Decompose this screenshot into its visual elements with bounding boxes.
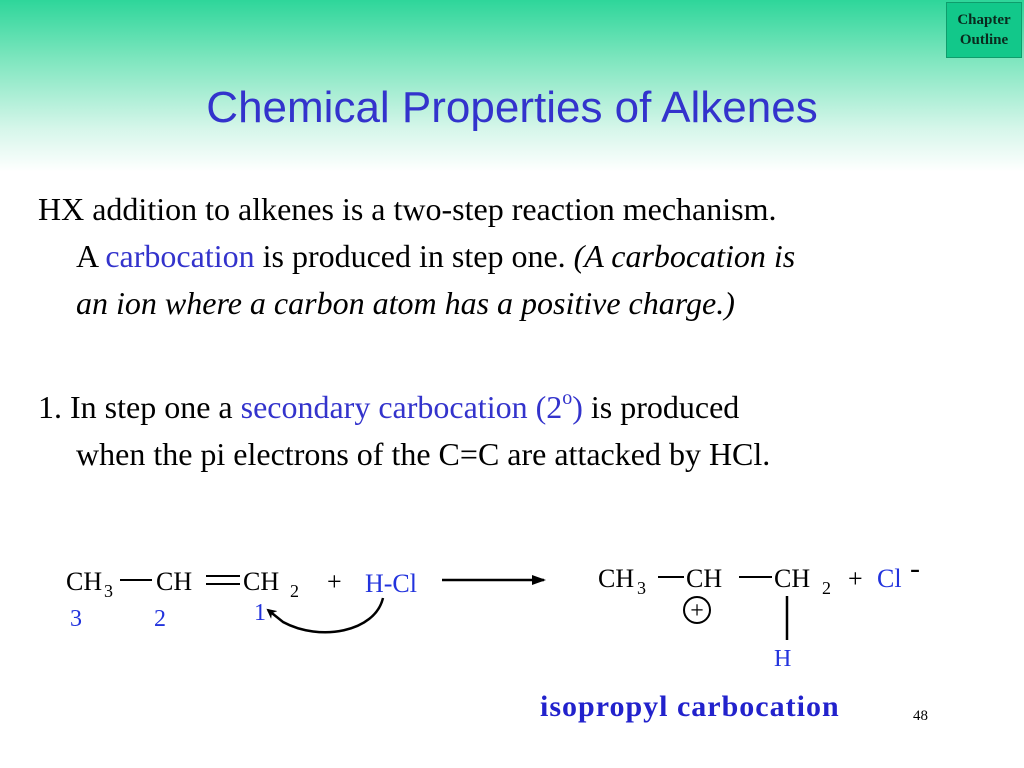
reactant-ch2: CH (243, 567, 280, 596)
chapter-outline-label-1: Chapter (957, 12, 1011, 28)
product-hydrogen: H (774, 646, 792, 672)
paragraph1-line3: an ion where a carbon atom has a positive charge.) (76, 285, 735, 321)
product-ch3: CH (598, 564, 635, 593)
paragraph-hx-addition (38, 186, 988, 327)
paragraph-step-one (38, 384, 988, 478)
secondary-carbocation-close: ) (572, 389, 583, 425)
curved-electron-arrow (268, 598, 383, 632)
slide-title: Chemical Properties of Alkenes (206, 83, 818, 132)
product-ch3-subscript: 3 (637, 578, 646, 598)
degree-superscript: o (562, 387, 573, 409)
reactant-plus: + (327, 567, 342, 596)
secondary-carbocation-term (241, 389, 583, 425)
product-ch2-subscript: 2 (822, 578, 831, 598)
chapter-outline-button[interactable] (946, 2, 1022, 58)
paragraph1-text-b: is produced in step one. (254, 238, 574, 274)
carbon-number-3: 3 (70, 606, 82, 632)
isopropyl-carbocation-caption: isopropyl carbocation (540, 690, 840, 723)
product-plus: + (848, 564, 863, 593)
paragraph2-text-b: is produced (582, 389, 740, 425)
positive-charge-sign: + (690, 598, 704, 624)
carbon-number-1: 1 (254, 600, 266, 626)
reagent-hcl: H-Cl (365, 569, 417, 598)
reactant-ch: CH (156, 567, 193, 596)
chapter-outline-label-2: Outline (959, 32, 1009, 48)
product-ch2: CH (774, 564, 811, 593)
paragraph2-line2: when the pi electrons of the C=C are attacked by HCl. (76, 436, 771, 472)
reactant-ch3-subscript: 3 (104, 581, 113, 601)
chloride-ion: Cl (877, 564, 902, 593)
paragraph2-line1 (38, 384, 988, 431)
product-ch: CH (686, 564, 723, 593)
carbon-number-2: 2 (154, 606, 166, 632)
paragraph1-text-a: A (76, 238, 106, 274)
secondary-carbocation-text: secondary carbocation (2 (240, 389, 563, 425)
reactant-ch2-subscript: 2 (290, 581, 299, 601)
paragraph1-line1: HX addition to alkenes is a two-step reaction mechanism. (38, 191, 777, 227)
slide-number: 48 (913, 708, 928, 724)
carbocation-term: carbocation (105, 238, 255, 274)
reaction-scheme (0, 540, 1024, 690)
paragraph1-line2 (38, 233, 988, 280)
paragraph1-italic-a: (A carbocation is (573, 238, 796, 274)
reactant-ch3: CH (66, 567, 103, 596)
chloride-charge: - (910, 552, 920, 585)
paragraph2-text-a: 1. In step one a (38, 389, 241, 425)
